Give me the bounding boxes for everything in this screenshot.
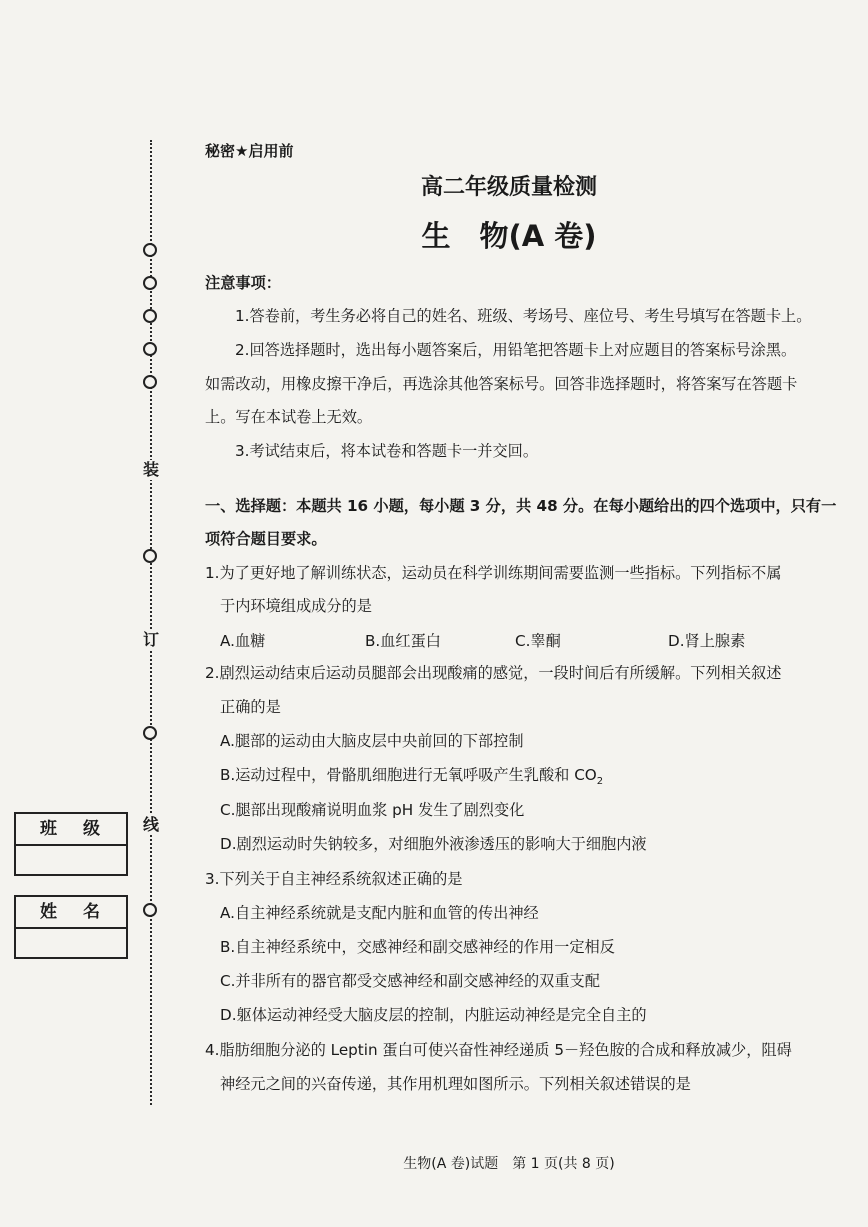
question-stem: 2.剧烈运动结束后运动员腿部会出现酸痛的感觉，一段时间后有所缓解。下列相关叙述 — [205, 664, 782, 682]
binding-hole — [143, 309, 157, 323]
binding-hole — [143, 375, 157, 389]
binding-hole — [143, 276, 157, 290]
question-stem-cont: 正确的是 — [220, 698, 281, 716]
class-field[interactable] — [16, 846, 126, 874]
exam-title: 高二年级质量检测 — [420, 175, 597, 200]
name-box — [14, 895, 128, 959]
q2-option-b-sub: 2 — [596, 776, 604, 788]
binding-char-xian: 线 — [140, 815, 162, 835]
question-stem: 4.脂肪细胞分泌的 Leptin 蛋白可使兴奋性神经递质 5－羟色胺的合成和释放减少，阻碍 — [205, 1041, 792, 1059]
page-footer: 生物(A 卷)试题 第 1 页(共 8 页) — [403, 1156, 615, 1172]
q3-option-b[interactable]: B.自主神经系统中，交感神经和副交感神经的作用一定相反 — [220, 938, 615, 956]
notice-item: 3.考试结束后，将本试卷和答题卡一并交回。 — [235, 442, 539, 460]
notice-item: 如需改动，用橡皮擦干净后，再选涂其他答案标号。回答非选择题时，将答案写在答题卡 — [205, 375, 798, 393]
q3-option-a[interactable]: A.自主神经系统就是支配内脏和血管的传出神经 — [220, 904, 539, 922]
q2-option-d[interactable]: D.剧烈运动时失钠较多，对细胞外液渗透压的影响大于细胞内液 — [220, 835, 647, 853]
q3-option-c[interactable]: C.并非所有的器官都受交感神经和副交感神经的双重支配 — [220, 972, 600, 990]
section-heading-cont: 项符合题目要求。 — [205, 530, 327, 548]
notice-item: 1.答卷前，考生务必将自己的姓名、班级、考场号、座位号、考生号填写在答题卡上。 — [235, 307, 812, 325]
notice-item: 2.回答选择题时，选出每小题答案后，用铅笔把答题卡上对应题目的答案标号涂黑。 — [235, 341, 797, 359]
class-label: 班级 — [16, 814, 126, 846]
q2-option-b[interactable] — [220, 765, 868, 792]
q1-option-b[interactable]: B.血红蛋白 — [365, 632, 441, 650]
q1-option-a[interactable]: A.血糖 — [220, 632, 266, 650]
binding-hole — [143, 342, 157, 356]
binding-hole — [143, 903, 157, 917]
q2-option-c[interactable]: C.腿部出现酸痛说明血浆 pH 发生了剧烈变化 — [220, 801, 525, 819]
q1-options — [220, 630, 850, 651]
name-field[interactable] — [16, 929, 126, 957]
binding-char-zhuang: 装 — [140, 460, 162, 480]
q3-option-d[interactable]: D.躯体运动神经受大脑皮层的控制，内脏运动神经是完全自主的 — [220, 1006, 647, 1024]
q1-option-c[interactable]: C.睾酮 — [515, 632, 561, 650]
q2-option-b-text: B.运动过程中，骨骼肌细胞进行无氧呼吸产生乳酸和 CO — [220, 766, 597, 784]
question-stem: 3.下列关于自主神经系统叙述正确的是 — [205, 870, 463, 888]
binding-hole — [143, 549, 157, 563]
q1-option-d[interactable]: D.肾上腺素 — [668, 632, 746, 650]
secret-mark: 秘密★启用前 — [205, 142, 294, 160]
notice-heading: 注意事项： — [205, 274, 281, 292]
subject-title: 生 物(A 卷) — [421, 219, 597, 253]
notice-item: 上。写在本试卷上无效。 — [205, 408, 373, 426]
binding-hole — [143, 726, 157, 740]
binding-char-ding: 订 — [140, 630, 162, 650]
class-box — [14, 812, 128, 876]
q2-option-a[interactable]: A.腿部的运动由大脑皮层中央前回的下部控制 — [220, 732, 524, 750]
question-stem-cont: 于内环境组成成分的是 — [220, 597, 372, 615]
question-stem: 1.为了更好地了解训练状态，运动员在科学训练期间需要监测一些指标。下列指标不属 — [205, 564, 782, 582]
question-stem-cont: 神经元之间的兴奋传递，其作用机理如图所示。下列相关叙述错误的是 — [220, 1075, 691, 1093]
section-heading: 一、选择题：本题共 16 小题，每小题 3 分，共 48 分。在每小题给出的四个选项中，只有一 — [205, 497, 837, 515]
name-label: 姓名 — [16, 897, 126, 929]
